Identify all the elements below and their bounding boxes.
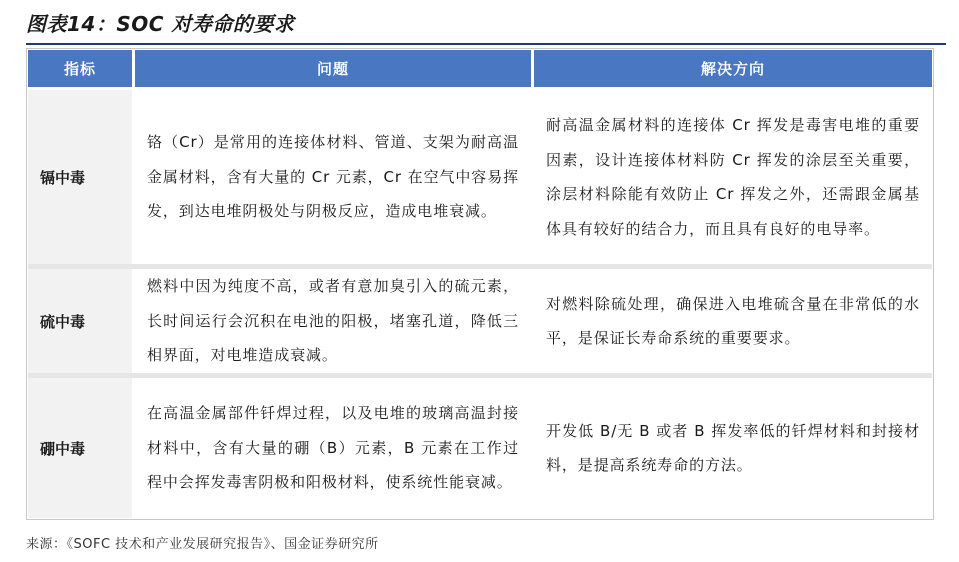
row-solution: 开发低 B/无 B 或者 B 挥发率低的钎焊材料和封接材料，是提高系统寿命的方法。 — [534, 378, 932, 518]
header-indicator: 指标 — [28, 50, 132, 87]
row-indicator: 硼中毒 — [28, 378, 132, 518]
table-row — [28, 378, 932, 518]
row-problem: 铬（Cr）是常用的连接体材料、管道、支架为耐高温金属材料，含有大量的 Cr 元素，Cr 在空气中容易挥发，到达电堆阴极处与阴极反应，造成电堆衰减。 — [135, 90, 531, 264]
table-row — [28, 90, 932, 264]
row-indicator: 硫中毒 — [28, 269, 132, 373]
row-indicator: 镉中毒 — [28, 90, 132, 264]
title-divider — [26, 43, 946, 45]
requirements-table — [26, 48, 934, 520]
header-solution: 解决方向 — [534, 50, 932, 87]
header-problem: 问题 — [135, 50, 531, 87]
figure-title: 图表14：SOC 对寿命的要求 — [26, 12, 295, 36]
row-problem: 燃料中因为纯度不高，或者有意加臭引入的硫元素，长时间运行会沉积在电池的阳极，堵塞孔道，降低三相界面，对电堆造成衰减。 — [135, 269, 531, 373]
row-solution: 对燃料除硫处理，确保进入电堆硫含量在非常低的水平，是保证长寿命系统的重要要求。 — [534, 269, 932, 373]
row-solution: 耐高温金属材料的连接体 Cr 挥发是毒害电堆的重要因素，设计连接体材料防 Cr 挥发的涂层至关重要，涂层材料除能有效防止 Cr 挥发之外，还需跟金属基体具有较好的结合力，而且具有良好的电导率。 — [534, 90, 932, 264]
table-header-row — [28, 50, 932, 87]
table-row — [28, 269, 932, 373]
row-problem: 在高温金属部件钎焊过程，以及电堆的玻璃高温封接材料中，含有大量的硼（B）元素，B 元素在工作过程中会挥发毒害阴极和阳极材料，使系统性能衰减。 — [135, 378, 531, 518]
source-note: 来源：《SOFC 技术和产业发展研究报告》、国金证券研究所 — [26, 537, 379, 552]
